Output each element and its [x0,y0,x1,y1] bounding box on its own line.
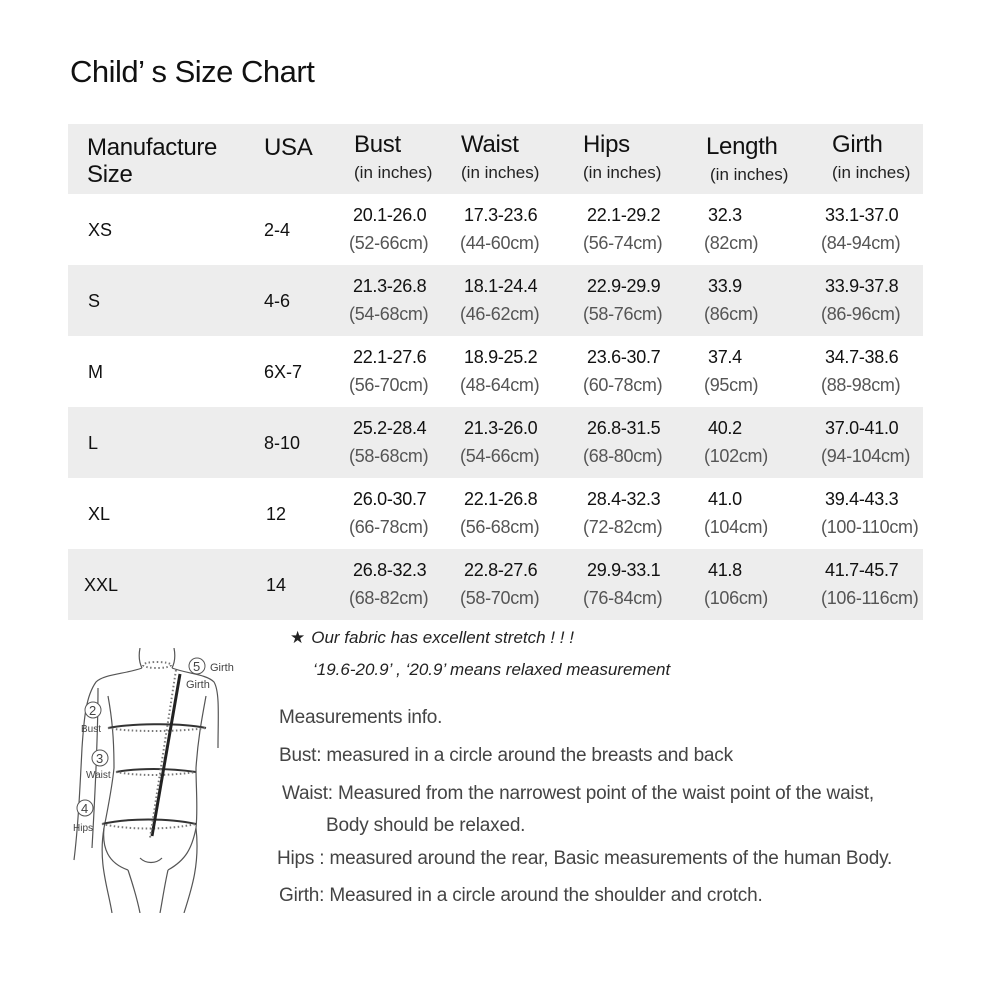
hips-cm-value: (68-80cm) [583,446,663,466]
length-cm-value: (95cm) [704,375,759,395]
header-waist-label: Waist [461,131,519,158]
length-cm-value: (102cm) [704,446,768,466]
cell-waist [460,276,539,325]
row-size-label: XL [88,504,111,524]
measurements-heading: Measurements info. [279,707,443,728]
waist-cm-value: (48-64cm) [460,375,540,395]
relaxed-note: ‘19.6-20.9’ , ‘20.9’ means relaxed measurement [313,660,671,679]
cell-length [704,347,758,396]
header-hips-unit: (in inches) [583,163,662,182]
cell-girth [821,489,918,538]
girth-inches-value: 39.4-43.3 [825,489,899,509]
waist-inches-value: 21.3-26.0 [464,418,538,438]
waist-inches-value: 17.3-23.6 [464,205,538,225]
bust-inches-value: 20.1-26.0 [353,205,427,225]
label-5-number: 5 [193,659,201,674]
length-cm-value: (86cm) [704,304,759,324]
measurement-girth: Girth: Measured in a circle around the shoulder and crotch. [279,885,763,906]
header-manufacture-label: Manufacture [87,134,218,161]
table-row [68,194,923,265]
hips-inches-value: 23.6-30.7 [587,347,661,367]
waist-inches-value: 18.1-24.4 [464,276,538,296]
bust-cm-value: (66-78cm) [349,517,429,537]
table-row [68,265,923,336]
table-row [68,407,923,478]
waist-inches-value: 18.9-25.2 [464,347,538,367]
header-bust-label: Bust [354,131,401,158]
cell-girth [821,276,900,325]
header-length-unit: (in inches) [710,165,789,184]
waist-cm-value: (58-70cm) [460,588,540,608]
measurement-hips: Hips : measured around the rear, Basic measurements of the human Body. [277,848,893,869]
cell-hips [583,276,662,325]
cell-hips [583,560,662,609]
row-usa-size: 14 [266,575,287,595]
header-length [706,133,788,185]
header-waist-unit: (in inches) [461,163,540,182]
measurement-waist-continued: Body should be relaxed. [326,815,526,836]
girth-inches-value: 33.1-37.0 [825,205,899,225]
header-girth-label: Girth [832,131,883,158]
waist-cm-value: (54-66cm) [460,446,540,466]
label-girth-secondary-text: Girth [186,679,210,691]
girth-cm-value: (100-110cm) [821,517,919,537]
cell-girth [821,347,900,396]
header-usa [264,134,312,161]
hips-cm-value: (72-82cm) [583,517,663,537]
waist-cm-value: (44-60cm) [460,233,540,253]
waist-cm-value: (56-68cm) [460,517,540,537]
length-cm-value: (104cm) [704,517,768,537]
header-hips-label: Hips [583,131,630,158]
cell-bust [349,205,428,254]
label-3-number: 3 [96,751,104,766]
star-icon: ★ [290,628,306,647]
girth-inches-value: 33.9-37.8 [825,276,899,296]
hips-cm-value: (76-84cm) [583,588,663,608]
label-2-text: Bust [81,724,102,735]
bust-inches-value: 26.8-32.3 [353,560,427,580]
header-manufacture-size [87,134,217,188]
cell-waist [460,560,539,609]
row-size-label: M [88,362,103,382]
bust-line-front [108,724,206,728]
hips-line-front [102,820,196,825]
table-header-row [68,124,923,194]
bust-inches-value: 25.2-28.4 [353,418,427,438]
girth-inches-value: 34.7-38.6 [825,347,899,367]
measurement-waist: Waist: Measured from the narrowest point of the waist point of the waist, [282,783,874,804]
cell-girth [821,205,900,254]
waist-line-front [116,769,196,772]
cell-length [704,560,768,609]
hips-inches-value: 22.9-29.9 [587,276,661,296]
row-usa-size: 8-10 [264,433,301,453]
cell-hips [583,418,662,467]
header-size-label: Size [87,161,133,188]
hips-inches-value: 26.8-31.5 [587,418,661,438]
cell-length [704,489,768,538]
header-bust-unit: (in inches) [354,163,433,182]
table-row [68,549,923,620]
header-usa-label: USA [264,134,313,161]
table-row [68,478,923,549]
table-row [68,336,923,407]
girth-cm-value: (84-94cm) [821,233,901,253]
row-size-label: XS [88,220,113,240]
girth-line-back [150,670,176,838]
waist-inches-value: 22.8-27.6 [464,560,538,580]
cell-bust [349,489,428,538]
label-3-text: Waist [86,770,111,781]
bust-inches-value: 22.1-27.6 [353,347,427,367]
row-usa-size: 4-6 [264,291,291,311]
hips-inches-value: 22.1-29.2 [587,205,661,225]
bust-inches-value: 26.0-30.7 [353,489,427,509]
page-title: Child’ s Size Chart [70,54,315,89]
stretch-note-text: Our fabric has excellent stretch ! ! ! [311,628,574,647]
row-size-label: L [88,433,99,453]
length-inches-value: 41.0 [708,489,742,509]
stretch-note [290,628,574,648]
cell-hips [583,205,662,254]
label-5-text: Girth [210,662,234,674]
cell-hips [583,347,662,396]
header-girth [832,131,910,183]
length-inches-value: 41.8 [708,560,742,580]
table-body [68,194,923,620]
cell-waist [460,418,539,467]
cell-bust [349,276,428,325]
girth-inches-value: 41.7-45.7 [825,560,899,580]
header-bust [354,131,432,183]
length-inches-value: 33.9 [708,276,742,296]
girth-inches-value: 37.0-41.0 [825,418,899,438]
cell-bust [349,560,428,609]
cell-bust [349,418,428,467]
bust-cm-value: (68-82cm) [349,588,429,608]
girth-line-front [152,674,180,836]
cell-length [704,205,758,254]
bust-inches-value: 21.3-26.8 [353,276,427,296]
header-waist [461,131,539,183]
label-4-number: 4 [81,801,89,816]
waist-cm-value: (46-62cm) [460,304,540,324]
length-inches-value: 40.2 [708,418,742,438]
girth-cm-value: (88-98cm) [821,375,901,395]
length-inches-value: 32.3 [708,205,742,225]
length-inches-value: 37.4 [708,347,742,367]
cell-bust [349,347,428,396]
body-measurement-figure [68,648,268,913]
length-cm-value: (106cm) [704,588,768,608]
hips-cm-value: (60-78cm) [583,375,663,395]
cell-waist [460,347,539,396]
header-hips [583,131,661,183]
cell-hips [583,489,662,538]
girth-cm-value: (106-116cm) [821,588,919,608]
cell-waist [460,489,539,538]
hips-cm-value: (56-74cm) [583,233,663,253]
header-length-label: Length [706,133,778,160]
row-size-label: XXL [84,575,119,595]
header-girth-unit: (in inches) [832,163,911,182]
measurement-bust: Bust: measured in a circle around the breasts and back [279,745,733,766]
bust-cm-value: (56-70cm) [349,375,429,395]
bust-cm-value: (58-68cm) [349,446,429,466]
label-2-number: 2 [89,703,97,718]
bust-cm-value: (52-66cm) [349,233,429,253]
row-usa-size: 2-4 [264,220,291,240]
row-usa-size: 12 [266,504,287,524]
hips-inches-value: 28.4-32.3 [587,489,661,509]
bust-line-back [108,728,206,731]
cell-girth [821,418,910,467]
waist-line-back [116,772,196,775]
length-cm-value: (82cm) [704,233,759,253]
girth-cm-value: (86-96cm) [821,304,901,324]
girth-cm-value: (94-104cm) [821,446,911,466]
row-usa-size: 6X-7 [264,362,303,382]
waist-inches-value: 22.1-26.8 [464,489,538,509]
cell-girth [821,560,918,609]
cell-length [704,276,758,325]
size-chart-table [68,124,923,620]
cell-waist [460,205,539,254]
bust-cm-value: (54-68cm) [349,304,429,324]
row-size-label: S [88,291,101,311]
cell-length [704,418,768,467]
hips-cm-value: (58-76cm) [583,304,663,324]
hips-inches-value: 29.9-33.1 [587,560,661,580]
neck-line [143,662,171,668]
label-4-text: Hips [73,823,94,834]
hips-line-back [102,824,196,829]
